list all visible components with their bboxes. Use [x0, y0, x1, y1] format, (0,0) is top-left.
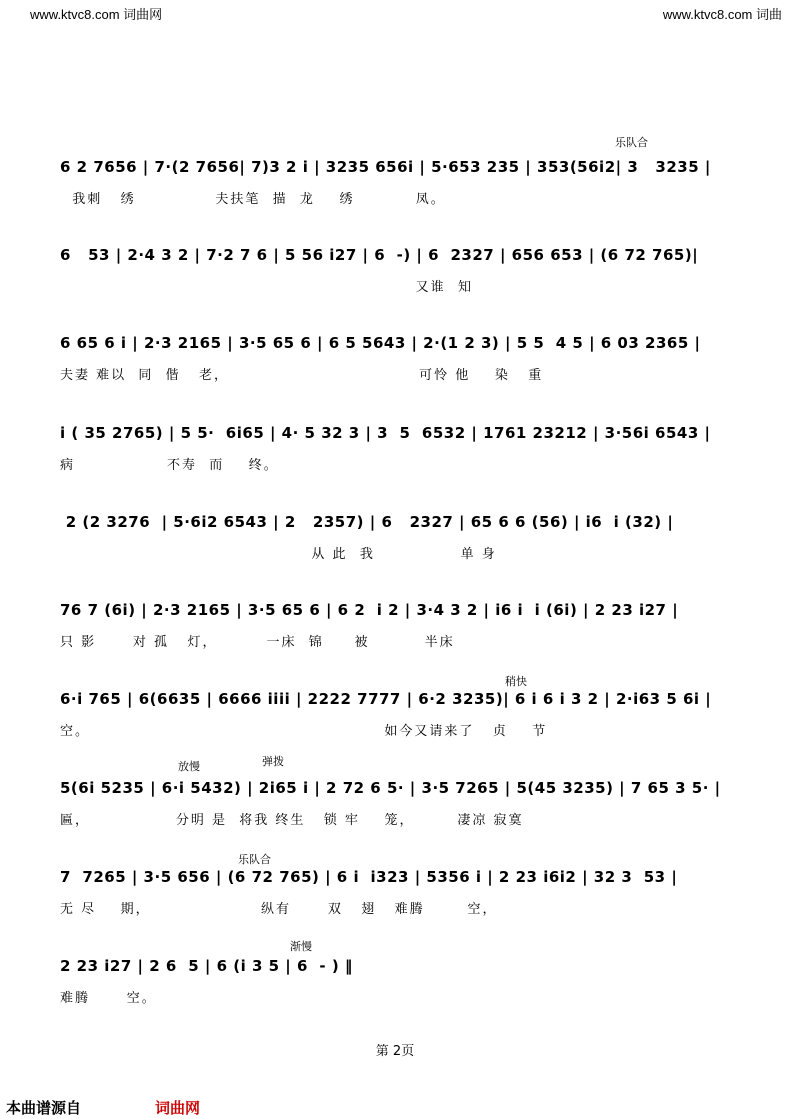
performance-mark: 乐队合 [238, 853, 271, 866]
performance-mark: 乐队合 [615, 136, 648, 149]
notation-line: 2 (2 3276 | 5·6i2 6543 | 2 2357) | 6 2327 | 65 6 6 (56) | i6 i (32) | [60, 513, 674, 531]
performance-mark: 稍快 [505, 675, 527, 688]
header-right-url: www.ktvc8.com 词曲 [662, 7, 782, 22]
notation-line: 6 65 6 i | 2·3 2165 | 3·5 65 6 | 6 5 5643 | 2·(1 2 3) | 5 5 4 5 | 6 03 2365 | [60, 334, 701, 352]
lyrics-line: 夫妻 难以 同 偕 老， 可怜 他 染 重 [60, 368, 544, 383]
header-left-url: www.ktvc8.com 词曲网 [30, 7, 163, 22]
notation-line: 6 2 7656 | 7·(2 7656| 7)3 2 i | 3235 656i | 5·653 235 | 353(56i2| 3 3235 | [60, 158, 711, 176]
lyrics-line: 病 不寿 而 终。 [60, 458, 279, 473]
lyrics-line: 难腾 空。 [60, 991, 157, 1006]
notation-line: 6 53 | 2·4 3 2 | 7·2 7 6 | 5 56 i27 | 6 -) | 6 2327 | 656 653 | (6 72 765)| [60, 246, 699, 264]
notation-line: 5(6i 5235 | 6·i 5432) | 2i65 i | 2 72 6 5· | 3·5 7265 | 5(45 3235) | 7 65 3 5· | [60, 779, 721, 797]
lyrics-line: 无 尽 期， 纵有 双 翅 难腾 空， [60, 902, 498, 917]
performance-mark: 放慢 [178, 760, 200, 773]
notation-line: 76 7 (6i) | 2·3 2165 | 3·5 65 6 | 6 2 i 2 | 3·4 3 2 | i6 i i (6i) | 2 23 i27 | [60, 601, 679, 619]
footer-site-link[interactable]: 词曲网 [155, 1099, 201, 1117]
notation-line: 2 23 i27 | 2 6 5 | 6 (i 3 5 | 6 - ) ‖ [60, 957, 353, 975]
lyrics-line: 匾， 分明 是 将我 终生 锁 牢 笼， 凄凉 寂寞 [60, 813, 524, 828]
notation-line: 6·i 765 | 6(6635 | 6666 iiii | 2222 7777 | 6·2 3235)| 6 i 6 i 3 2 | 2·i63 5 6i | [60, 690, 712, 708]
lyrics-line: 从 此 我 单 身 [60, 547, 497, 562]
lyrics-line: 我刺 绣 夫扶笔 描 龙 绣 凤。 [60, 192, 446, 207]
lyrics-line: 空。 如今又请来了 贞 节 [60, 724, 548, 739]
notation-line: i ( 35 2765) | 5 5· 6i65 | 4· 5 32 3 | 3 5 6532 | 1761 23212 | 3·56i 6543 | [60, 424, 711, 442]
performance-mark: 弹拨 [262, 755, 284, 768]
notation-line: 7 7265 | 3·5 656 | (6 72 765) | 6 i i323 | 5356 i | 2 23 i6i2 | 32 3 53 | [60, 868, 678, 886]
lyrics-line: 又谁 知 [60, 280, 473, 295]
performance-mark: 渐慢 [290, 940, 312, 953]
lyrics-line: 只 影 对 孤 灯， 一床 锦 被 半床 [60, 635, 455, 650]
page-number: 第 2页 [375, 1044, 415, 1059]
footer-source-label: 本曲谱源自 [6, 1099, 82, 1117]
